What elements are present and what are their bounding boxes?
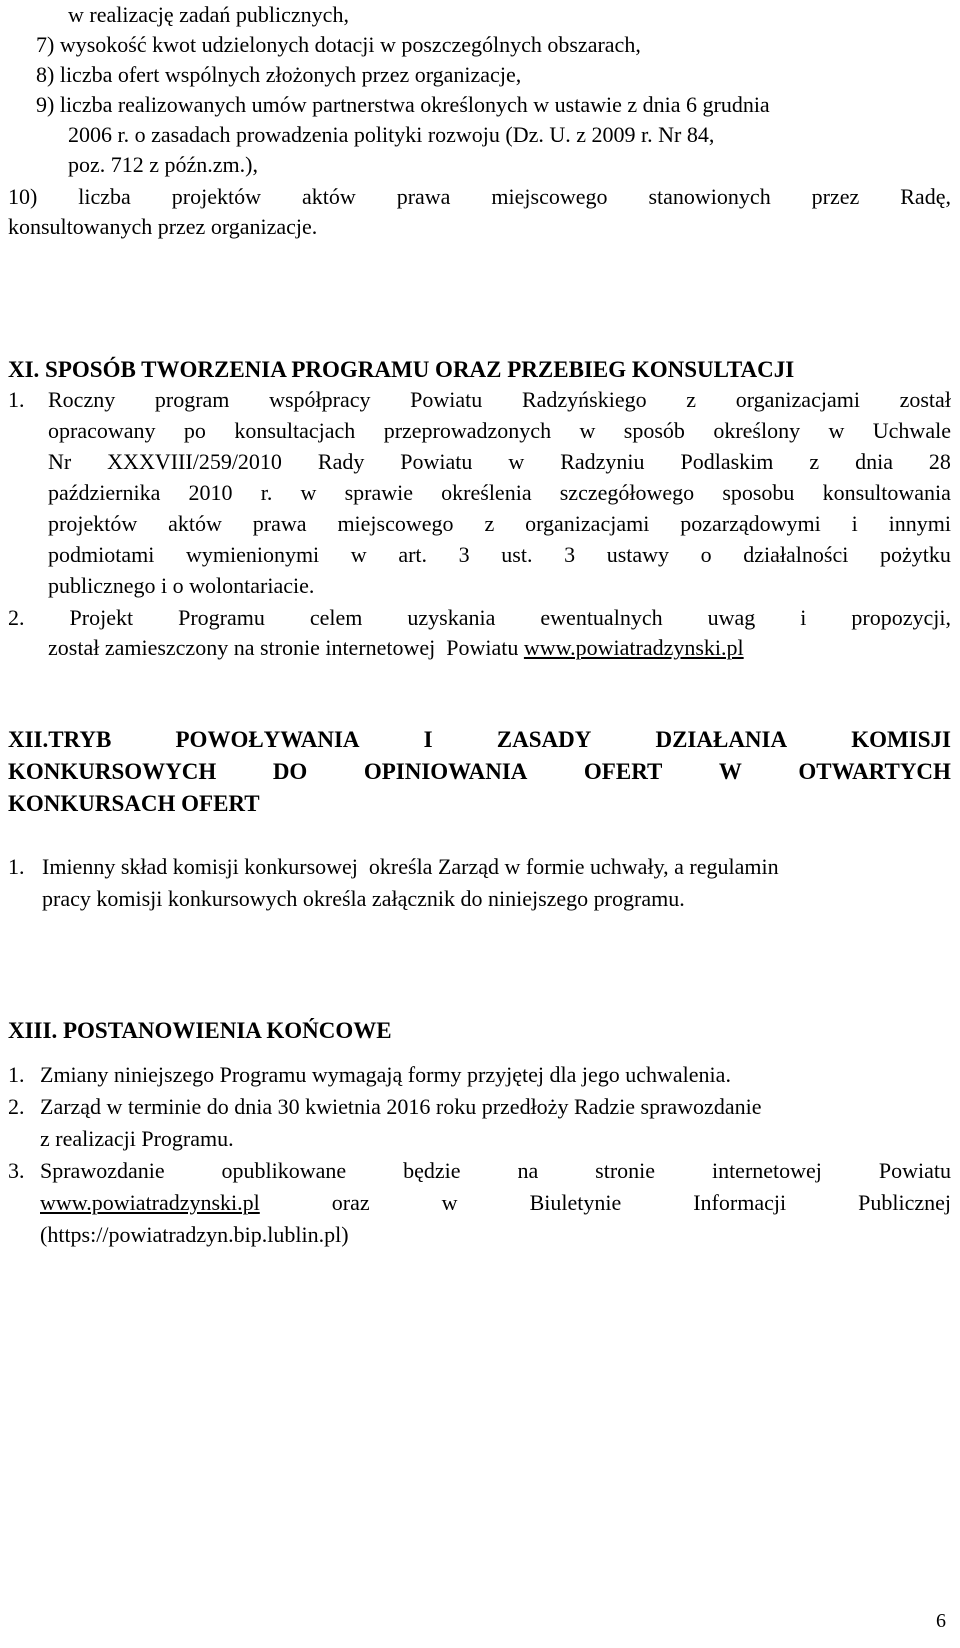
word: konsultacjach <box>234 418 356 443</box>
section-xi-item-1-line-7: publicznego i o wolontariacie. <box>48 573 315 598</box>
word: będzie <box>403 1158 461 1183</box>
word: Sprawozdanie <box>40 1158 165 1183</box>
word: OTWARTYCH <box>798 759 951 784</box>
word: r. <box>260 480 273 505</box>
section-xi-item-2-line-2 <box>48 633 744 663</box>
word: Powiatu <box>410 387 483 412</box>
word: Roczny <box>48 387 116 412</box>
word: art. <box>398 542 428 567</box>
word: dnia <box>855 449 893 474</box>
word: 28 <box>928 449 951 474</box>
word: przeprowadzonych <box>383 418 552 443</box>
word: Programu <box>178 605 265 630</box>
list-item-10-line-2: konsultowanych przez organizacje. <box>8 214 318 239</box>
word: Rady <box>317 449 365 474</box>
word: program <box>154 387 230 412</box>
list-item-9-line-3: poz. 712 z późn.zm.), <box>68 152 258 177</box>
word: ZASADY <box>496 727 592 752</box>
website-link[interactable]: www.powiatradzynski.pl <box>40 1190 260 1215</box>
section-xii-item-1-line-1: Imienny skład komisji konkursowej określa Zarząd w formie uchwały, a regulamin <box>42 854 779 879</box>
word: miejscowego <box>491 184 608 209</box>
word: stronie <box>595 1158 656 1183</box>
word: z <box>686 387 697 412</box>
word: 3 <box>458 542 470 567</box>
word: uzyskania <box>407 605 496 630</box>
section-xiii-item-3-number: 3. <box>8 1158 25 1183</box>
section-xiii-item-1: Zmiany niniejszego Programu wymagają formy przyjętej dla jego uchwalenia. <box>40 1062 731 1087</box>
word: KOMISJI <box>851 727 951 752</box>
word: podmiotami <box>48 542 155 567</box>
word: określenia <box>441 480 532 505</box>
word: I <box>423 727 433 752</box>
word: Biuletynie <box>529 1190 622 1215</box>
section-xi-heading: XI. SPOSÓB TWORZENIA PROGRAMU ORAZ PRZEBIEG KONSULTACJI <box>8 357 795 382</box>
word: prawa <box>252 511 307 536</box>
word: pożytku <box>879 542 951 567</box>
word: ewentualnych <box>540 605 663 630</box>
word: DO <box>272 759 308 784</box>
word: określony <box>713 418 801 443</box>
word: Powiatu <box>400 449 473 474</box>
word: DZIAŁANIA <box>655 727 788 752</box>
word: został <box>899 387 951 412</box>
word: w <box>441 1190 458 1215</box>
section-xiii-item-3-line-3: (https://powiatradzyn.bip.lublin.pl) <box>40 1222 349 1247</box>
word: miejscowego <box>337 511 454 536</box>
section-xiii-item-2-line-2: z realizacji Programu. <box>40 1126 234 1151</box>
word: ust. <box>501 542 533 567</box>
word: Radzyniu <box>560 449 645 474</box>
word: po <box>183 418 206 443</box>
word: XXXVIII/259/2010 <box>107 449 282 474</box>
word: z <box>484 511 495 536</box>
word: XII.TRYB <box>8 727 112 752</box>
word: i <box>851 511 858 536</box>
word: działalności <box>743 542 849 567</box>
section-xiii-heading: XIII. POSTANOWIENIA KOŃCOWE <box>8 1018 392 1043</box>
word: aktów <box>168 511 222 536</box>
word: stanowionych <box>648 184 771 209</box>
word: Powiatu <box>878 1158 951 1183</box>
word: z <box>809 449 820 474</box>
word: października <box>48 480 161 505</box>
word: w <box>579 418 596 443</box>
word: liczba <box>78 184 131 209</box>
word: 3 <box>564 542 576 567</box>
word: i <box>800 605 807 630</box>
section-xiii-item-3-line-2 <box>40 1188 951 1218</box>
section-xi-item-1-line-5 <box>48 509 951 539</box>
list-item-9-line-1: 9) liczba realizowanych umów partnerstwa określonych w ustawie z dnia 6 grudnia <box>36 92 770 117</box>
word: sposobu <box>722 480 795 505</box>
word: innymi <box>888 511 951 536</box>
section-xiii-item-1-number: 1. <box>8 1062 25 1087</box>
word: OPINIOWANIA <box>363 759 528 784</box>
word: W <box>718 759 742 784</box>
word: współpracy <box>269 387 371 412</box>
word: w <box>828 418 845 443</box>
word: wymienionymi <box>185 542 320 567</box>
list-item-7: 7) wysokość kwot udzielonych dotacji w poszczególnych obszarach, <box>36 32 641 57</box>
word: sprawie <box>344 480 413 505</box>
word: przez <box>811 184 860 209</box>
word: prawa <box>396 184 451 209</box>
page-number: 6 <box>936 1610 946 1632</box>
list-continuation-line: w realizację zadań publicznych, <box>68 2 349 27</box>
list-item-8: 8) liczba ofert wspólnych złożonych przez organizacje, <box>36 62 522 87</box>
word: o <box>700 542 712 567</box>
word: na <box>517 1158 539 1183</box>
word: celem <box>309 605 363 630</box>
word: opublikowane <box>221 1158 347 1183</box>
section-xiii-item-2-line-1: Zarząd w terminie do dnia 30 kwietnia 2016 roku przedłoży Radzie sprawozdanie <box>40 1094 762 1119</box>
word: Informacji <box>693 1190 787 1215</box>
word: 2010 <box>188 480 233 505</box>
website-link[interactable]: www.powiatradzynski.pl <box>523 635 744 660</box>
word: Radę, <box>900 184 951 209</box>
word: Uchwale <box>872 418 951 443</box>
word: organizacjami <box>525 511 650 536</box>
word: oraz <box>331 1190 370 1215</box>
word: Radzyńskiego <box>521 387 647 412</box>
word: ustawy <box>606 542 670 567</box>
word: Podlaskim <box>680 449 774 474</box>
item-2-text: został zamieszczony na stronie internetowej Powiatu <box>48 635 524 660</box>
word: 2. <box>8 605 25 630</box>
section-xii-heading-line-1 <box>8 725 951 755</box>
section-xii-item-1-number: 1. <box>8 854 25 879</box>
word: sposób <box>623 418 685 443</box>
word: aktów <box>301 184 356 209</box>
list-item-9-line-2: 2006 r. o zasadach prowadzenia polityki rozwoju (Dz. U. z 2009 r. Nr 84, <box>68 122 715 147</box>
word: projektów <box>171 184 261 209</box>
word: opracowany <box>48 418 156 443</box>
word: Publicznej <box>858 1190 951 1215</box>
word: konsultowania <box>822 480 951 505</box>
word: uwag <box>707 605 756 630</box>
word: propozycji, <box>851 605 951 630</box>
word: 10) <box>8 184 38 209</box>
section-xi-item-1-number: 1. <box>8 387 25 412</box>
list-item-10-line-1 <box>8 182 951 212</box>
word: POWOŁYWANIA <box>175 727 360 752</box>
section-xi-item-1-line-6 <box>48 540 951 570</box>
section-xi-item-1-line-1 <box>48 385 951 415</box>
word: w <box>300 480 317 505</box>
word: projektów <box>48 511 138 536</box>
section-xii-item-1-line-2: pracy komisji konkursowych określa załącznik do niniejszego programu. <box>42 886 685 911</box>
section-xi-item-2-line-1 <box>8 603 951 633</box>
section-xiii-item-3-line-1 <box>40 1156 951 1186</box>
word: w <box>508 449 525 474</box>
word: KONKURSOWYCH <box>8 759 217 784</box>
section-xiii-item-2-number: 2. <box>8 1094 25 1119</box>
word: w <box>350 542 367 567</box>
word: organizacjami <box>735 387 860 412</box>
word: pozarządowymi <box>680 511 821 536</box>
word: internetowej <box>711 1158 822 1183</box>
section-xi-item-1-line-4 <box>48 478 951 508</box>
section-xi-item-1-line-2 <box>48 416 951 446</box>
word: OFERT <box>583 759 663 784</box>
word: Nr <box>48 449 72 474</box>
section-xii-heading-line-3: KONKURSACH OFERT <box>8 791 260 816</box>
section-xi-item-1-line-3 <box>48 447 951 477</box>
word: Projekt <box>69 605 134 630</box>
word: szczegółowego <box>559 480 695 505</box>
section-xii-heading-line-2 <box>8 757 951 787</box>
